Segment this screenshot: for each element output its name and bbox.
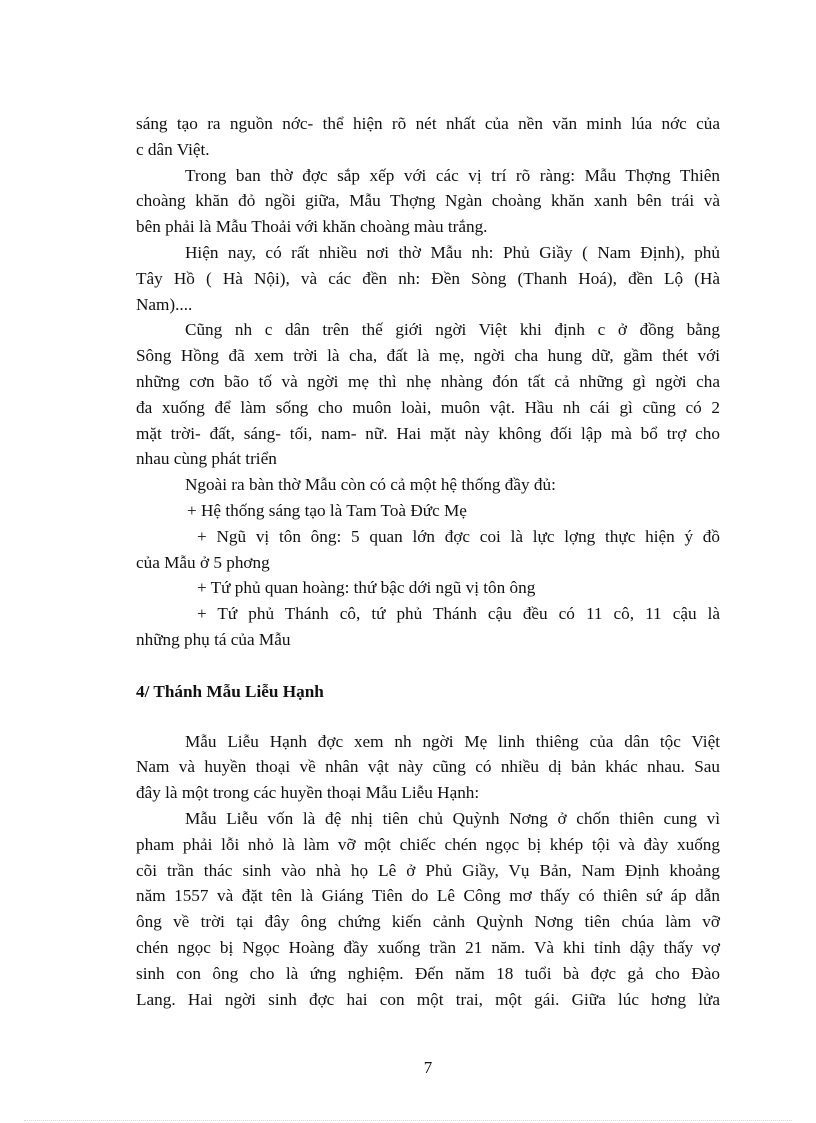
para5: Ngoài ra bàn thờ Mẫu còn có cả một hệ thống đầy đủ: <box>185 475 556 495</box>
para4-line3: những cơn bão tố và ngời mẹ thì nhẹ nhàng đón tất cả những gì ngời cha <box>136 371 720 391</box>
section-heading: 4/ Thánh Mẫu Liễu Hạnh <box>136 681 324 701</box>
para4-line6: nhau cùng phát triển <box>136 449 277 469</box>
para3-line2: Tây Hồ ( Hà Nội), và các đền nh: Đền Sòng (Thanh Hoá), đền Lộ (Hà <box>136 268 720 288</box>
para4-line4: đa xuống để làm sống cho muôn loài, muôn vật. Hầu nh cái gì cũng có 2 <box>136 397 720 417</box>
page-number: 7 <box>423 1058 433 1077</box>
para3-line1: Hiện nay, có rất nhiều nơi thờ Mẫu nh: Phủ Giầy ( Nam Định), phủ <box>185 242 720 262</box>
para1-line2: c dân Việt. <box>136 139 210 159</box>
para7-line8: Lang. Hai ngời sinh đợc hai con một trai, một gái. Giữa lúc hơng lửa <box>136 989 720 1009</box>
para6-line1: Mẫu Liễu Hạnh đợc xem nh ngời Mẹ linh thiêng của dân tộc Việt <box>185 731 720 751</box>
para2-line1: Trong ban thờ đợc sắp xếp với các vị trí rõ ràng: Mẫu Thợng Thiên <box>185 165 720 185</box>
bullet4-line1: + Tứ phủ Thánh cô, tứ phủ Thánh cậu đều có 11 cô, 11 cậu là <box>197 604 720 624</box>
para7-line1: Mẫu Liễu vốn là đệ nhị tiên chủ Quỳnh Nơng ở chốn thiên cung vì <box>185 808 720 828</box>
bullet2-line2: của Mẫu ở 5 phơng <box>136 552 270 572</box>
para2-line3: bên phải là Mẫu Thoải với khăn choàng màu trắng. <box>136 217 488 237</box>
footer-divider <box>24 1120 792 1121</box>
para6-line2: Nam và huyền thoại về nhân vật này cũng có nhiều dị bản khác nhau. Sau <box>136 757 720 777</box>
bullet1: + Hệ thống sáng tạo là Tam Toà Đức Mẹ <box>187 500 467 520</box>
para4-line2: Sông Hồng đã xem trời là cha, đất là mẹ, ngời cha hung dữ, gầm thét với <box>136 346 720 366</box>
para7-line3: cõi trần thác sinh vào nhà họ Lê ở Phủ Giầy, Vụ Bản, Nam Định khoảng <box>136 860 720 880</box>
para7-line7: sinh con ông cho là ứng nghiệm. Đến năm 18 tuổi bà đợc gả cho Đào <box>136 963 720 983</box>
para7-line2: pham phải lỗi nhỏ là làm vỡ một chiếc chén ngọc bị khép tội và đày xuống <box>136 834 720 854</box>
bullet3: + Tứ phủ quan hoàng: thứ bậc dới ngũ vị tôn ông <box>197 578 536 598</box>
para7-line6: chén ngọc bị Ngọc Hoàng đầy xuống trần 21 năm. Và khi tỉnh dậy thấy vợ <box>136 937 720 957</box>
para6-line3: đây là một trong các huyền thoại Mẫu Liễu Hạnh: <box>136 783 480 803</box>
para1-line1: sáng tạo ra nguồn nớc- thể hiện rõ nét nhất của nền văn minh lúa nớc của <box>136 114 720 133</box>
para7-line4: năm 1557 và đặt tên là Giáng Tiên do Lê Công mơ thấy có thiên sứ áp dẫn <box>136 886 720 906</box>
bullet4-line2: những phụ tá của Mẫu <box>136 629 291 649</box>
page-body <box>136 111 720 1012</box>
bullet2-line1: + Ngũ vị tôn ông: 5 quan lớn đợc coi là lực lợng thực hiện ý đồ <box>197 526 720 546</box>
para2-line2: choàng khăn đỏ ngồi giữa, Mẫu Thợng Ngàn choàng khăn xanh bên trái và <box>136 191 720 211</box>
para7-line5: ông về trời tại đây ông chứng kiến cảnh Quỳnh Nơng tiên chúa làm vỡ <box>136 912 720 932</box>
para4-line1: Cũng nh c dân trên thế giới ngời Việt khi định c ở đồng bằng <box>185 320 720 340</box>
para4-line5: mặt trời- đất, sáng- tối, nam- nữ. Hai mặt này không đối lập mà bổ trợ cho <box>136 423 720 443</box>
para3-line3: Nam).... <box>136 294 193 314</box>
